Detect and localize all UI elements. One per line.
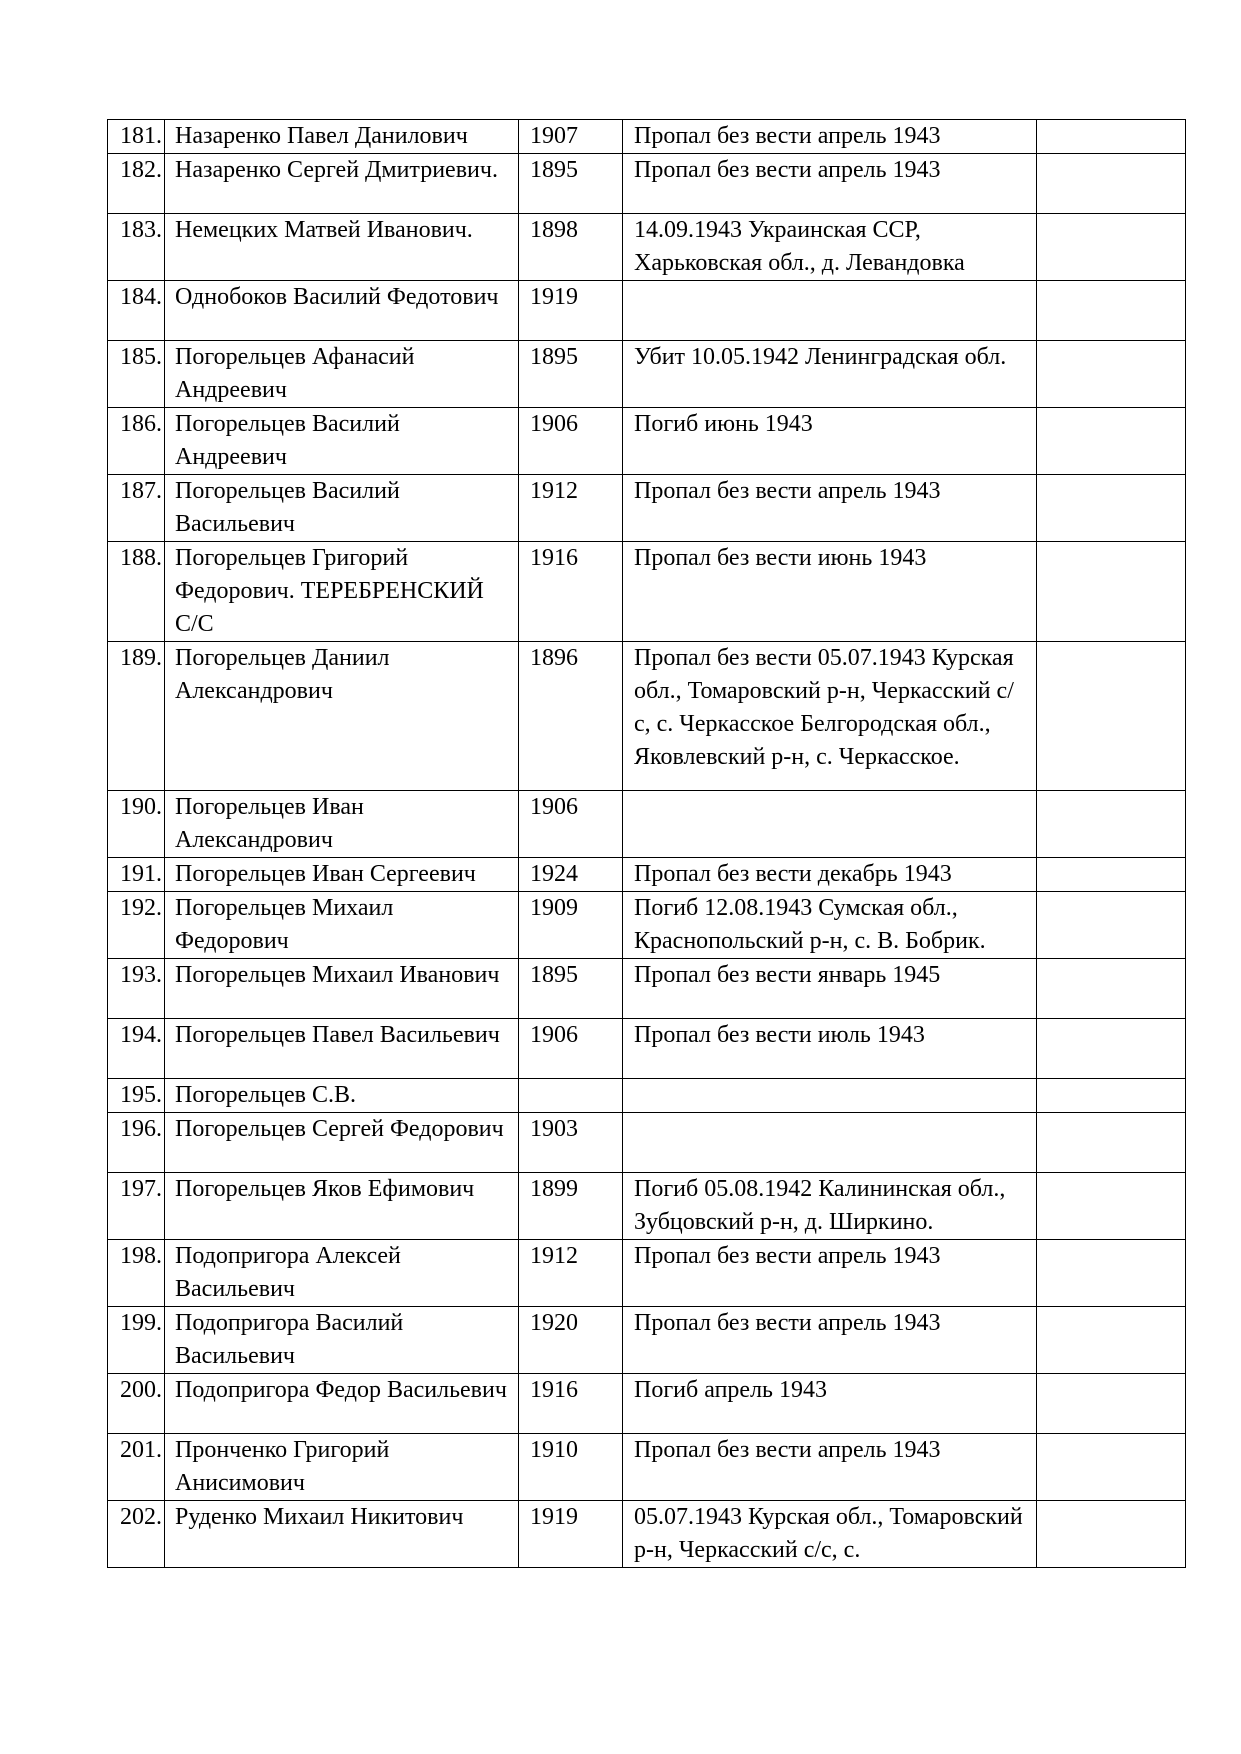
record-number: 201. — [108, 1434, 165, 1501]
record-birth-year: 1899 — [519, 1173, 623, 1240]
record-name: Погорельцев Михаил Иванович — [165, 959, 519, 1019]
record-note — [1037, 1113, 1186, 1173]
record-birth-year: 1895 — [519, 154, 623, 214]
record-note — [1037, 1501, 1186, 1568]
table-row — [108, 791, 1186, 858]
record-number: 183. — [108, 214, 165, 281]
record-birth-year: 1898 — [519, 214, 623, 281]
table-row — [108, 892, 1186, 959]
record-note — [1037, 214, 1186, 281]
table-row — [108, 1240, 1186, 1307]
record-birth-year: 1895 — [519, 341, 623, 408]
record-number: 193. — [108, 959, 165, 1019]
table-row — [108, 1307, 1186, 1374]
table-row — [108, 1501, 1186, 1568]
table-row — [108, 214, 1186, 281]
record-fate: Пропал без вести апрель 1943 — [623, 1307, 1037, 1374]
record-birth-year: 1907 — [519, 120, 623, 154]
table-row — [108, 281, 1186, 341]
record-fate: 14.09.1943 Украинская ССР, Харьковская обл., д. Левандовка — [623, 214, 1037, 281]
record-name: Немецких Матвей Иванович. — [165, 214, 519, 281]
record-note — [1037, 542, 1186, 642]
table-row — [108, 1434, 1186, 1501]
record-name: Погорельцев Даниил Александрович — [165, 642, 519, 791]
record-note — [1037, 791, 1186, 858]
record-note — [1037, 475, 1186, 542]
record-name: Погорельцев Иван Александрович — [165, 791, 519, 858]
record-name: Погорельцев Яков Ефимович — [165, 1173, 519, 1240]
roster-table — [107, 119, 1186, 1568]
table-row — [108, 1113, 1186, 1173]
record-name: Погорельцев С.В. — [165, 1079, 519, 1113]
record-number: 187. — [108, 475, 165, 542]
table-row — [108, 341, 1186, 408]
record-fate — [623, 1113, 1037, 1173]
record-fate: Пропал без вести 05.07.1943 Курская обл., Томаровский р-н, Черкасский с/с, с. Черкасское Белгородская обл., Яковлевский р-н, с. Черкасское. — [623, 642, 1037, 791]
record-number: 190. — [108, 791, 165, 858]
record-number: 186. — [108, 408, 165, 475]
record-number: 191. — [108, 858, 165, 892]
table-row — [108, 1019, 1186, 1079]
record-fate: Пропал без вести апрель 1943 — [623, 1240, 1037, 1307]
record-fate: Погиб июнь 1943 — [623, 408, 1037, 475]
record-name: Погорельцев Василий Васильевич — [165, 475, 519, 542]
record-birth-year: 1903 — [519, 1113, 623, 1173]
table-row — [108, 858, 1186, 892]
record-birth-year: 1906 — [519, 408, 623, 475]
record-birth-year: 1920 — [519, 1307, 623, 1374]
record-fate: Пропал без вести апрель 1943 — [623, 154, 1037, 214]
record-birth-year: 1912 — [519, 1240, 623, 1307]
record-fate: Пропал без вести июль 1943 — [623, 1019, 1037, 1079]
record-number: 198. — [108, 1240, 165, 1307]
record-fate — [623, 1079, 1037, 1113]
record-birth-year: 1906 — [519, 791, 623, 858]
record-number: 196. — [108, 1113, 165, 1173]
record-number: 199. — [108, 1307, 165, 1374]
record-note — [1037, 858, 1186, 892]
record-note — [1037, 1079, 1186, 1113]
record-fate — [623, 791, 1037, 858]
record-number: 182. — [108, 154, 165, 214]
record-fate: Пропал без вести июнь 1943 — [623, 542, 1037, 642]
table-row — [108, 1079, 1186, 1113]
record-fate: Погиб 12.08.1943 Сумская обл., Краснопольский р-н, с. В. Бобрик. — [623, 892, 1037, 959]
record-name: Погорельцев Василий Андреевич — [165, 408, 519, 475]
table-row — [108, 959, 1186, 1019]
record-note — [1037, 1240, 1186, 1307]
record-fate: Погиб 05.08.1942 Калининская обл., Зубцовский р-н, д. Ширкино. — [623, 1173, 1037, 1240]
record-name: Погорельцев Михаил Федорович — [165, 892, 519, 959]
record-note — [1037, 120, 1186, 154]
record-name: Подопригора Алексей Васильевич — [165, 1240, 519, 1307]
record-birth-year: 1909 — [519, 892, 623, 959]
record-note — [1037, 1307, 1186, 1374]
record-number: 192. — [108, 892, 165, 959]
record-fate: Погиб апрель 1943 — [623, 1374, 1037, 1434]
table-row — [108, 642, 1186, 791]
record-note — [1037, 154, 1186, 214]
table-row — [108, 1374, 1186, 1434]
record-birth-year: 1895 — [519, 959, 623, 1019]
record-number: 197. — [108, 1173, 165, 1240]
record-fate: Пропал без вести апрель 1943 — [623, 1434, 1037, 1501]
record-name: Погорельцев Иван Сергеевич — [165, 858, 519, 892]
record-fate — [623, 281, 1037, 341]
record-note — [1037, 892, 1186, 959]
record-number: 181. — [108, 120, 165, 154]
table-row — [108, 1173, 1186, 1240]
record-birth-year: 1919 — [519, 281, 623, 341]
record-birth-year: 1906 — [519, 1019, 623, 1079]
record-note — [1037, 281, 1186, 341]
record-name: Подопригора Василий Васильевич — [165, 1307, 519, 1374]
record-number: 184. — [108, 281, 165, 341]
record-birth-year — [519, 1079, 623, 1113]
record-name: Руденко Михаил Никитович — [165, 1501, 519, 1568]
record-birth-year: 1916 — [519, 1374, 623, 1434]
record-name: Подопригора Федор Васильевич — [165, 1374, 519, 1434]
record-note — [1037, 1374, 1186, 1434]
record-name: Пронченко Григорий Анисимович — [165, 1434, 519, 1501]
record-number: 194. — [108, 1019, 165, 1079]
record-fate: 05.07.1943 Курская обл., Томаровский р-н, Черкасский с/с, с. — [623, 1501, 1037, 1568]
record-number: 202. — [108, 1501, 165, 1568]
record-birth-year: 1919 — [519, 1501, 623, 1568]
record-note — [1037, 959, 1186, 1019]
table-row — [108, 542, 1186, 642]
record-note — [1037, 1173, 1186, 1240]
record-number: 185. — [108, 341, 165, 408]
record-name: Однобоков Василий Федотович — [165, 281, 519, 341]
record-note — [1037, 1019, 1186, 1079]
record-fate: Пропал без вести апрель 1943 — [623, 120, 1037, 154]
record-note — [1037, 341, 1186, 408]
record-note — [1037, 408, 1186, 475]
record-name: Погорельцев Павел Васильевич — [165, 1019, 519, 1079]
record-name: Погорельцев Афанасий Андреевич — [165, 341, 519, 408]
roster-table-body — [108, 120, 1186, 1568]
record-birth-year: 1924 — [519, 858, 623, 892]
record-number: 195. — [108, 1079, 165, 1113]
record-name: Погорельцев Сергей Федорович — [165, 1113, 519, 1173]
record-note — [1037, 1434, 1186, 1501]
record-birth-year: 1896 — [519, 642, 623, 791]
record-fate: Пропал без вести декабрь 1943 — [623, 858, 1037, 892]
record-fate: Пропал без вести апрель 1943 — [623, 475, 1037, 542]
record-name: Назаренко Сергей Дмитриевич. — [165, 154, 519, 214]
record-note — [1037, 642, 1186, 791]
table-row — [108, 154, 1186, 214]
record-number: 200. — [108, 1374, 165, 1434]
record-fate: Убит 10.05.1942 Ленинградская обл. — [623, 341, 1037, 408]
record-number: 188. — [108, 542, 165, 642]
record-fate: Пропал без вести январь 1945 — [623, 959, 1037, 1019]
table-row — [108, 408, 1186, 475]
table-row — [108, 475, 1186, 542]
record-name: Назаренко Павел Данилович — [165, 120, 519, 154]
table-row — [108, 120, 1186, 154]
record-number: 189. — [108, 642, 165, 791]
record-birth-year: 1910 — [519, 1434, 623, 1501]
record-birth-year: 1912 — [519, 475, 623, 542]
record-birth-year: 1916 — [519, 542, 623, 642]
record-name: Погорельцев Григорий Федорович. ТЕРЕБРЕНСКИЙ С/С — [165, 542, 519, 642]
